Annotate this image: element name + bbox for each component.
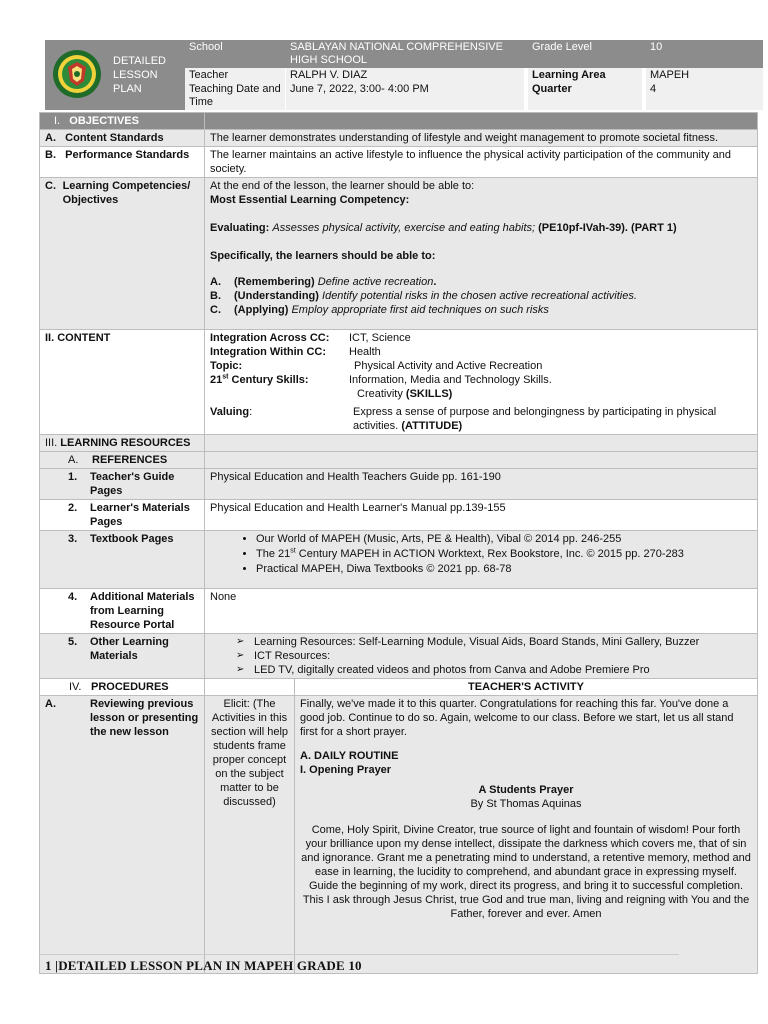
valuing-value: Express a sense of purpose and belongingness by participating in physical activities. — [353, 406, 717, 432]
performance-standards-label: Performance Standards — [65, 149, 190, 161]
content-line-value: Health — [349, 346, 381, 358]
resources-header-cell — [40, 435, 205, 452]
arrow-bullet-icon: ➢ — [236, 636, 245, 647]
other-material-text: Learning Resources: Self-Learning Module, Visual Aids, Board Stands, Mini Gallery, Buzzer — [254, 636, 700, 648]
content-line — [210, 345, 752, 359]
other-material-text: LED TV, digitally created videos and photos from Canva and Adobe Premiere Pro — [254, 664, 650, 676]
references-num: A. — [68, 454, 79, 466]
competencies-specific: Specifically, the learners should be able to: — [210, 250, 436, 262]
resource-row — [40, 589, 758, 634]
content-details — [205, 330, 758, 435]
content-standards-num: A. — [45, 132, 56, 144]
content-line-value: Physical Activity and Active Recreation — [354, 360, 543, 372]
skills-tag: (SKILLS) — [405, 388, 453, 400]
other-materials-list — [210, 635, 752, 677]
valuing-colon: : — [249, 406, 253, 418]
quarter-value: 4 — [646, 82, 763, 110]
skills-creativity: Creativity — [357, 388, 403, 400]
reviewing-row — [40, 696, 758, 974]
references-cell — [40, 452, 205, 469]
resources-num: III. — [45, 437, 58, 449]
prayer-author: By St Thomas Aquinas — [470, 798, 582, 810]
header-logo-panel — [45, 40, 185, 110]
textbook-item-sup: st — [290, 547, 296, 555]
skills-label-pre: 21 — [210, 374, 223, 386]
evaluating-label: Evaluating: — [210, 222, 270, 234]
performance-standards-row — [40, 147, 758, 178]
resources-band-cell — [205, 435, 758, 452]
resource-text: Physical Education and Health Learner's Manual pp.139-155 — [205, 500, 758, 531]
resource-label-cell — [40, 469, 205, 500]
content-title: II. CONTENT — [40, 330, 205, 435]
textbook-item: • Our World of MAPEH (Music, Arts, PE & Health), Vibal © 2014 pp. 246-255 — [256, 532, 752, 547]
resource-label: Other Learning Materials — [90, 636, 169, 662]
objectives-band-cell — [205, 113, 758, 130]
other-material-item — [236, 663, 752, 677]
opening-prayer-title: I. Opening Prayer — [300, 764, 392, 776]
other-material-text: ICT Resources: — [254, 650, 331, 662]
content-row — [40, 330, 758, 435]
teacher-activity-header: TEACHER'S ACTIVITY — [295, 679, 758, 696]
resource-num: 4. — [68, 591, 78, 603]
header-title-line: DETAILED — [113, 55, 166, 67]
objective-item-end: . — [433, 276, 437, 288]
resource-text: Physical Education and Health Teachers Guide pp. 161-190 — [205, 469, 758, 500]
competencies-label-cell — [40, 178, 205, 330]
textbook-list — [210, 532, 752, 577]
prayer-text: Come, Holy Spirit, Divine Creator, true source of light and fountain of wisdom! Pour forth your brilliance upon my dense intellect, dissipate the darkness which covers me, that of sin and ignorance. Grant me a penetrating mind to understand, a retentive memory, method and ease in learning, the lucidity to comprehend, and abundant grace in expressing myself. Guide the beginning of my work, direct its progress, and bring it to successful completion. This I ask through Jesus Christ, true God and true man, living and reigning with You and the Father, forever and ever. Amen — [301, 824, 751, 920]
valuing-label: Valuing — [210, 406, 250, 418]
objective-item-text: Employ appropriate first aid techniques on such risks — [291, 304, 549, 316]
objective-item-level: (Understanding) — [234, 290, 319, 302]
resources-header-row — [40, 435, 758, 452]
arrow-bullet-icon: ➢ — [236, 650, 245, 661]
reviewing-num: A. — [45, 698, 56, 710]
content-line-label: Topic: — [210, 360, 243, 372]
references-band-cell — [205, 452, 758, 469]
objective-item — [210, 275, 752, 289]
other-materials-cell — [205, 634, 758, 679]
content-line — [210, 331, 752, 345]
other-material-item — [236, 635, 752, 649]
resource-label: Learner's Materials Pages — [90, 502, 190, 528]
header-title-line: LESSON — [113, 69, 158, 81]
area-label: Learning Area — [528, 68, 642, 82]
competencies-num: C. — [45, 180, 56, 192]
content-line-value: Information, Media and Technology Skills. — [349, 374, 552, 386]
objective-item-text: Identify potential risks in the chosen active recreational activities. — [322, 290, 637, 302]
references-row — [40, 452, 758, 469]
content-line-label: Integration Across CC: — [210, 332, 330, 344]
objectives-num-cell — [40, 113, 205, 130]
page-footer: 1 |DETAILED LESSON PLAN IN MAPEH GRADE 10 — [45, 958, 362, 973]
resource-num: 1. — [68, 471, 78, 483]
content-line — [210, 373, 752, 387]
performance-standards-text: The learner maintains an active lifestyle to influence the physical activity participation of the community and society. — [205, 147, 758, 178]
content-line-label: Integration Within CC: — [210, 346, 326, 358]
area-value: MAPEH — [646, 68, 763, 82]
arrow-bullet-icon: ➢ — [236, 664, 245, 675]
resource-num: 2. — [68, 502, 78, 514]
content-line — [210, 405, 752, 433]
resource-label: Textbook Pages — [90, 533, 174, 545]
resource-row — [40, 531, 758, 589]
date-label: Teaching Date and Time — [185, 82, 285, 110]
resource-label: Teacher's Guide Pages — [90, 471, 175, 497]
elicit-cell: Elicit: (The Activities in this section will help students frame proper concept on the subject matter to be discussed) — [205, 696, 295, 974]
objectives-title: OBJECTIVES — [69, 115, 139, 127]
objective-item-num: A. — [210, 276, 221, 288]
textbook-item-post: Century MAPEH in ACTION Worktext, Rex Bookstore, Inc. © 2015 pp. 270-283 — [295, 548, 684, 560]
objectives-num: I. — [54, 115, 61, 127]
objective-item-text: Define active recreation — [317, 276, 434, 288]
performance-standards-num: B. — [45, 149, 56, 161]
textbook-item: • Practical MAPEH, Diwa Textbooks © 2021 pp. 68-78 — [256, 562, 752, 577]
objective-item-num: B. — [210, 290, 221, 302]
teacher-label: Teacher — [185, 68, 285, 82]
date-value: June 7, 2022, 3:00- 4:00 PM — [286, 82, 524, 110]
procedures-title: PROCEDURES — [91, 681, 169, 693]
school-label: School — [189, 41, 223, 53]
resource-row — [40, 634, 758, 679]
daily-routine-title: A. DAILY ROUTINE — [300, 750, 399, 762]
resource-row — [40, 469, 758, 500]
procedures-header-row — [40, 679, 758, 696]
objective-item-num: C. — [210, 304, 221, 316]
content-standards-text: The learner demonstrates understanding of lifestyle and weight management to promote societal fitness. — [205, 130, 758, 147]
evaluating-text: Assesses physical activity, exercise and eating habits; — [272, 222, 536, 234]
quarter-label: Quarter — [528, 82, 642, 110]
skills-label-post: Century Skills: — [228, 374, 309, 386]
resource-label-cell — [40, 531, 205, 589]
content-standards-label: Content Standards — [65, 132, 164, 144]
performance-standards-label-cell — [40, 147, 205, 178]
references-label: REFERENCES — [92, 454, 168, 466]
competencies-intro: At the end of the lesson, the learner should be able to: — [210, 180, 475, 192]
textbook-list-cell — [205, 531, 758, 589]
textbook-item-pre: The 21 — [256, 548, 291, 560]
procedures-elicit-header — [205, 679, 295, 696]
procedures-header-cell — [40, 679, 205, 696]
lesson-plan-table — [39, 112, 758, 974]
objective-item-level: (Remembering) — [234, 276, 315, 288]
competencies-row — [40, 178, 758, 330]
resource-text: None — [205, 589, 758, 634]
procedures-num: IV. — [69, 681, 82, 693]
resource-num: 3. — [68, 533, 78, 545]
footer-divider — [39, 954, 679, 955]
resource-label-cell — [40, 634, 205, 679]
content-standards-row — [40, 130, 758, 147]
content-line — [210, 359, 752, 373]
resource-label: Additional Materials from Learning Resource Portal — [90, 591, 195, 631]
teacher-activity-cell — [295, 696, 758, 974]
evaluating-code: (PE10pf-IVah-39). (PART 1) — [538, 222, 677, 234]
resource-num: 5. — [68, 636, 78, 648]
header-block — [45, 40, 763, 110]
school-seal-icon — [52, 49, 102, 99]
reviewing-label: Reviewing previous lesson or presenting the new lesson — [90, 698, 199, 738]
textbook-item — [256, 547, 752, 562]
header-title-line: PLAN — [113, 83, 142, 95]
objective-item-level: (Applying) — [234, 304, 289, 316]
competencies-melc: Most Essential Learning Competency: — [210, 194, 410, 206]
content-line-value: ICT, Science — [349, 332, 411, 344]
school-value: SABLAYAN NATIONAL COMPREHENSIVE HIGH SCHOOL — [290, 41, 503, 66]
other-material-item — [236, 649, 752, 663]
prayer-title: A Students Prayer — [478, 784, 574, 796]
teacher-value: RALPH V. DIAZ — [286, 68, 524, 82]
competencies-content — [205, 178, 758, 330]
reviewing-label-cell — [40, 696, 205, 974]
teacher-intro: Finally, we've made it to this quarter. Congratulations for reaching this far. You've done a good job. Continue to do so. Again, welcome to our class. Before we start, let us all stand first for a short prayer. — [300, 698, 734, 738]
objectives-header-row — [40, 113, 758, 130]
competencies-evaluating — [210, 221, 752, 235]
resource-row — [40, 500, 758, 531]
resource-label-cell — [40, 500, 205, 531]
resources-title: LEARNING RESOURCES — [60, 437, 191, 449]
resource-label-cell — [40, 589, 205, 634]
grade-label: Grade Level — [532, 41, 592, 53]
objective-item — [210, 289, 752, 303]
content-standards-label-cell — [40, 130, 205, 147]
content-line — [210, 387, 752, 401]
skills-label-sup: st — [222, 373, 229, 381]
header-title — [113, 54, 166, 96]
objective-item — [210, 303, 752, 317]
grade-value: 10 — [650, 41, 663, 53]
valuing-tag: (ATTITUDE) — [401, 420, 463, 432]
competencies-label: Learning Competencies/ Objectives — [62, 180, 191, 206]
